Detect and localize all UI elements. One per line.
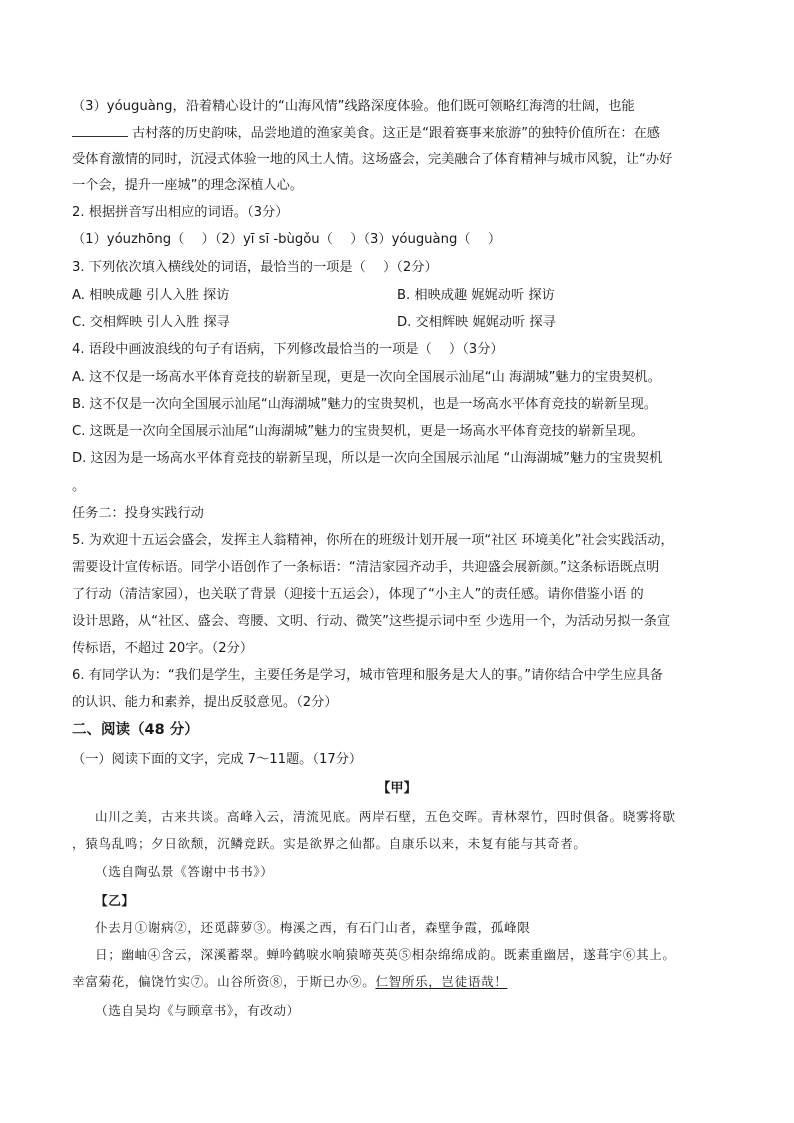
section-2-heading: 二、阅读（48 分） (72, 722, 199, 738)
part-1-instruction: （一）阅读下面的文字，完成 7～11题。（17分） (72, 752, 363, 767)
question-6-line-2: 的认识、能力和素养，提出反驳意见。（2分） (72, 695, 338, 710)
task-2-heading: 任务二：投身实践行动 (72, 506, 204, 521)
question-5-line-4: 设计思路，从“社区、盛会、弯腰、文明、行动、微笑”这些提示词中至 少选用一个，为活动另拟一条宣 (72, 614, 671, 629)
question-3-option-c: C. 交相辉映 引人入胜 探寻 (72, 315, 230, 330)
question-4-option-b: B. 这不仅是一次向全国展示汕尾“山海湖城”魅力的宝贵契机，也是一场高水平体育竞技的崭新呈现。 (72, 397, 657, 412)
question-1-3-line-2 (72, 124, 660, 143)
passage-jia-line-1: 山川之美，古来共谈。高峰入云，清流见底。两岸石壁，五色交晖。青林翠竹，四时俱备。晓雾将歇 (95, 809, 676, 824)
question-3-option-d: D. 交相辉映 娓娓动听 探寻 (397, 315, 556, 330)
question-2-stem: 2. 根据拼音写出相应的词语。（3分） (72, 205, 289, 220)
question-1-3-line-1: （3）yóuguàng，沿着精心设计的“山海风情”线路深度体验。他们既可领略红海湾的壮阔，也能 (72, 99, 635, 114)
question-5-line-2: 需要设计宣传标语。同学小语创作了一条标语：“清洁家园齐动手，共迎盛会展新颜。”这条标语既点明 (72, 560, 660, 575)
passage-jia-source: （选自陶弘景《答谢中书书》） (95, 864, 274, 879)
question-4-option-a: A. 这不仅是一场高水平体育竞技的崭新呈现，更是一次向全国展示汕尾“山 海湖城”魅力的宝贵契机。 (72, 370, 661, 385)
question-1-3-line-2-text: 古村落的历史韵味，品尝地道的渔家美食。这正是“跟着赛事来旅游”的独特价值所在：在感 (132, 126, 660, 141)
question-4-option-c: C. 这既是一次向全国展示汕尾“山海湖城”魅力的宝贵契机，更是一场高水平体育竞技的崭新呈现。 (72, 424, 644, 439)
underlined-sentence: 仁智所乐，岂徒语哉！ (375, 974, 508, 989)
question-3-option-b: B. 相映成趣 娓娓动听 探访 (397, 288, 555, 303)
passage-yi-source: （选自吴均《与顾章书》，有改动） (95, 1003, 300, 1018)
question-1-3-line-3: 受体育激情的同时，沉浸式体验一地的风土人情。这场盛会，完美融合了体育精神与城市风貌，让“办好 (72, 152, 673, 167)
passage-jia-line-2: ，猿鸟乱鸣；夕日欲颓，沉鳞竞跃。实是欲界之仙都。自康乐以来，未复有能与其奇者。 (72, 836, 587, 851)
passage-jia-title: 【甲】 (377, 781, 417, 796)
question-6-line-1: 6. 有同学认为：“我们是学生，主要任务是学习，城市管理和服务是大人的事。”请你结合中学生应具备 (72, 668, 663, 683)
question-5-line-1: 5. 为欢迎十五运会盛会，发挥主人翁精神，你所在的班级计划开展一项“社区 环境美化”社会实践活动， (72, 533, 674, 548)
question-3-stem: 3. 下列依次填入横线处的词语，最恰当的一项是（ ）（2分） (72, 260, 438, 275)
passage-yi-title: 【乙】 (95, 893, 135, 908)
question-5-line-3: 了行动（清洁家园），也关联了背景（迎接十五运会），体现了“小主人”的责任感。请你借鉴小语 的 (72, 587, 644, 602)
question-3-option-a: A. 相映成趣 引人入胜 探访 (72, 288, 230, 303)
fill-blank (72, 124, 128, 137)
question-5-line-5: 传标语，不超过 20字。（2分） (72, 641, 254, 656)
question-4-stem: 4. 语段中画波浪线的句子有语病，下列修改最恰当的一项是（ ）（3分） (72, 342, 504, 357)
passage-yi-line-3-text: 幸富菊花，偏饶竹实⑦。山谷所资⑧，于斯已办⑨。 (72, 974, 376, 989)
question-4-option-d: D. 这因为是一场高水平体育竞技的崭新呈现，所以是一次向全国展示汕尾 “山海湖城”魅力的宝贵契机 (72, 451, 663, 466)
question-2-items: （1）yóuzhōng（ ）（2）yī sī -bùgǒu（ ）（3）yóuguàng（ ） (72, 232, 502, 247)
question-4-option-d-end: 。 (72, 479, 86, 494)
passage-yi-line-2: 日；幽岫④含云，深溪蓄翠。蝉吟鹤唳水响猿啼英英⑤相杂绵绵成韵。既素重幽居，遂葺宇⑥其上。 (95, 947, 676, 962)
passage-yi-line-3 (72, 973, 507, 991)
question-1-3-line-4: 一个会，提升一座城”的理念深植人心。 (72, 178, 304, 193)
passage-yi-line-1: 仆去月①谢病②，还觅薜萝③。梅溪之西，有石门山者，森壁争霞，孤峰限 (95, 920, 531, 935)
